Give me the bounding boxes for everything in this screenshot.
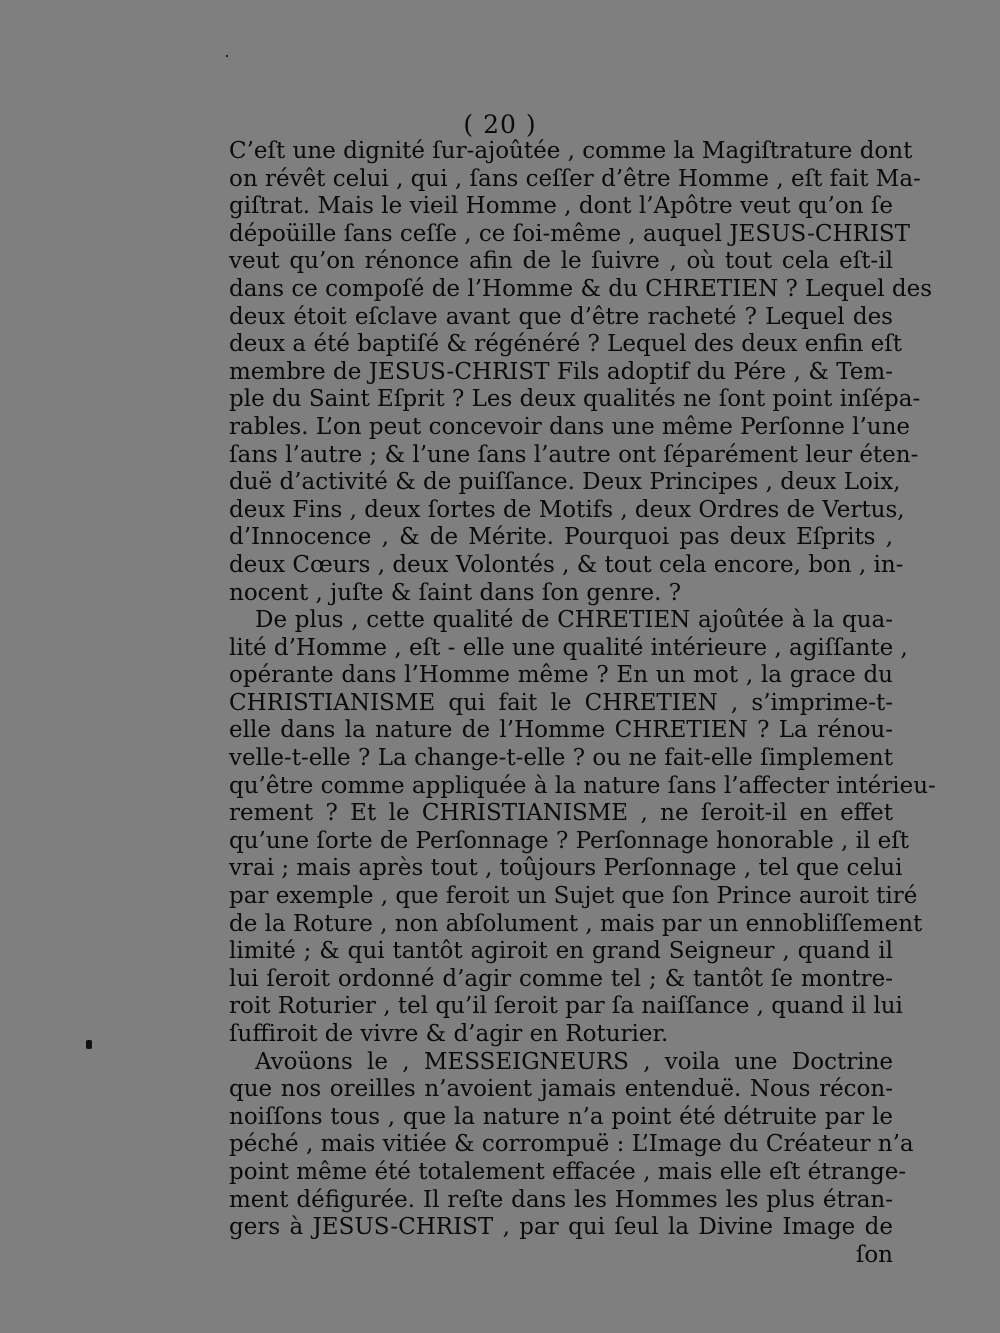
text-line: deux étoit eſclave avant que d’être racheté ? Lequel des <box>229 303 893 330</box>
text-line: noiſſons tous , que la nature n’a point été détruite par le <box>229 1103 893 1130</box>
text-line: veut qu’on rénonce afin de le ſuivre , où tout cela eſt-il <box>229 248 893 275</box>
text-line: Avoüons le , MESSEIGNEURS , voila une Doctrine <box>255 1048 893 1075</box>
text-line: velle-t-elle ? La change-t-elle ? ou ne fait-elle ſimplement <box>229 745 893 772</box>
text-line: vrai ; mais après tout , toûjours Perſonnage , tel que celui <box>229 855 903 882</box>
text-line: dépoüille ſans ceſſe , ce ſoi-même , auquel JESUS-CHRIST <box>229 220 911 247</box>
text-line: qu’être comme appliquée à la nature ſans l’affecter intérieu- <box>229 772 936 799</box>
text-line: deux Cœurs , deux Volontés , & tout cela encore, bon , in- <box>229 551 904 578</box>
body-text <box>229 138 936 1269</box>
text-line: De plus , cette qualité de CHRETIEN ajoûtée à la qua- <box>255 607 893 634</box>
text-line: ple du Saint Eſprit ? Les deux qualités ne ſont point inſépa- <box>229 386 921 413</box>
text-line: ſuffiroit de vivre & d’agir en Roturier. <box>229 1021 669 1047</box>
text-line: lité d’Homme , eſt - elle une qualité intérieure , agiſſante , <box>229 634 908 661</box>
text-line: membre de JESUS-CHRIST Fils adoptif du Pére , & Tem- <box>229 358 893 385</box>
text-line: elle dans la nature de l’Homme CHRETIEN ? La rénou- <box>229 717 893 744</box>
text-line: limité ; & qui tantôt agiroit en grand Seigneur , quand il <box>229 938 893 965</box>
printer-mark <box>226 55 228 57</box>
text-line: C’eſt une dignité ſur-ajoûtée , comme la Magiſtrature dont <box>229 138 913 164</box>
text-line: gers à JESUS-CHRIST , par qui ſeul la Divine Image de <box>229 1214 893 1241</box>
text-line: d’Innocence , & de Mérite. Pourquoi pas deux Eſprits , <box>229 524 893 551</box>
text-line: opérante dans l’Homme même ? En un mot , la grace du <box>229 662 893 689</box>
text-line: qu’une ſorte de Perſonnage ? Perſonnage honorable , il eſt <box>229 827 910 854</box>
text-line: de la Roture , non abſolument , mais par un ennobliſſement <box>229 910 923 937</box>
text-line: duë d’activité & de puiſſance. Deux Principes , deux Loix, <box>229 469 901 496</box>
text-line: ſans l’autre ; & l’une ſans l’autre ont ſéparément leur éten- <box>229 441 919 468</box>
text-line: giſtrat. Mais le vieil Homme , dont l’Apôtre veut qu’on ſe <box>229 193 893 220</box>
text-line: point même été totalement effacée , mais elle eſt étrange- <box>229 1158 907 1185</box>
text-line: nocent , juſte & ſaint dans ſon genre. ? <box>229 579 682 606</box>
text-line: on révêt celui , qui , ſans ceſſer d’être Homme , eſt fait Ma- <box>229 165 921 192</box>
text-line: dans ce compoſé de l’Homme & du CHRETIEN ? Lequel des <box>229 275 932 302</box>
text-line: lui ſeroit ordonné d’agir comme tel ; & tantôt ſe montre- <box>229 965 893 992</box>
catchword: ſon <box>855 1241 893 1268</box>
text-line: roit Roturier , tel qu’il ſeroit par ſa naiſſance , quand il lui <box>229 993 903 1020</box>
text-line: ment défigurée. Il reſte dans les Hommes les plus étran- <box>229 1186 893 1213</box>
text-line: que nos oreilles n’avoient jamais entenduë. Nous récon- <box>229 1076 893 1103</box>
margin-mark <box>86 1040 92 1049</box>
text-line: deux Fins , deux ſortes de Motifs , deux Ordres de Vertus, <box>229 496 905 523</box>
page-number: ( 20 ) <box>463 110 537 139</box>
text-line: par exemple , que feroit un Sujet que ſon Prince auroit tiré <box>229 883 918 910</box>
text-line: péché , mais vitiée & corrompuë : L’Image du Créateur n’a <box>229 1131 914 1158</box>
text-line: rement ? Et le CHRISTIANISME , ne ſeroit-il en effet <box>229 800 893 827</box>
text-line: rables. L’on peut concevoir dans une même Perſonne l’une <box>229 413 911 440</box>
text-line: deux a été baptiſé & régénéré ? Lequel des deux enfin eſt <box>229 331 902 358</box>
text-line: CHRISTIANISME qui fait le CHRETIEN , s’imprime-t- <box>229 689 893 716</box>
